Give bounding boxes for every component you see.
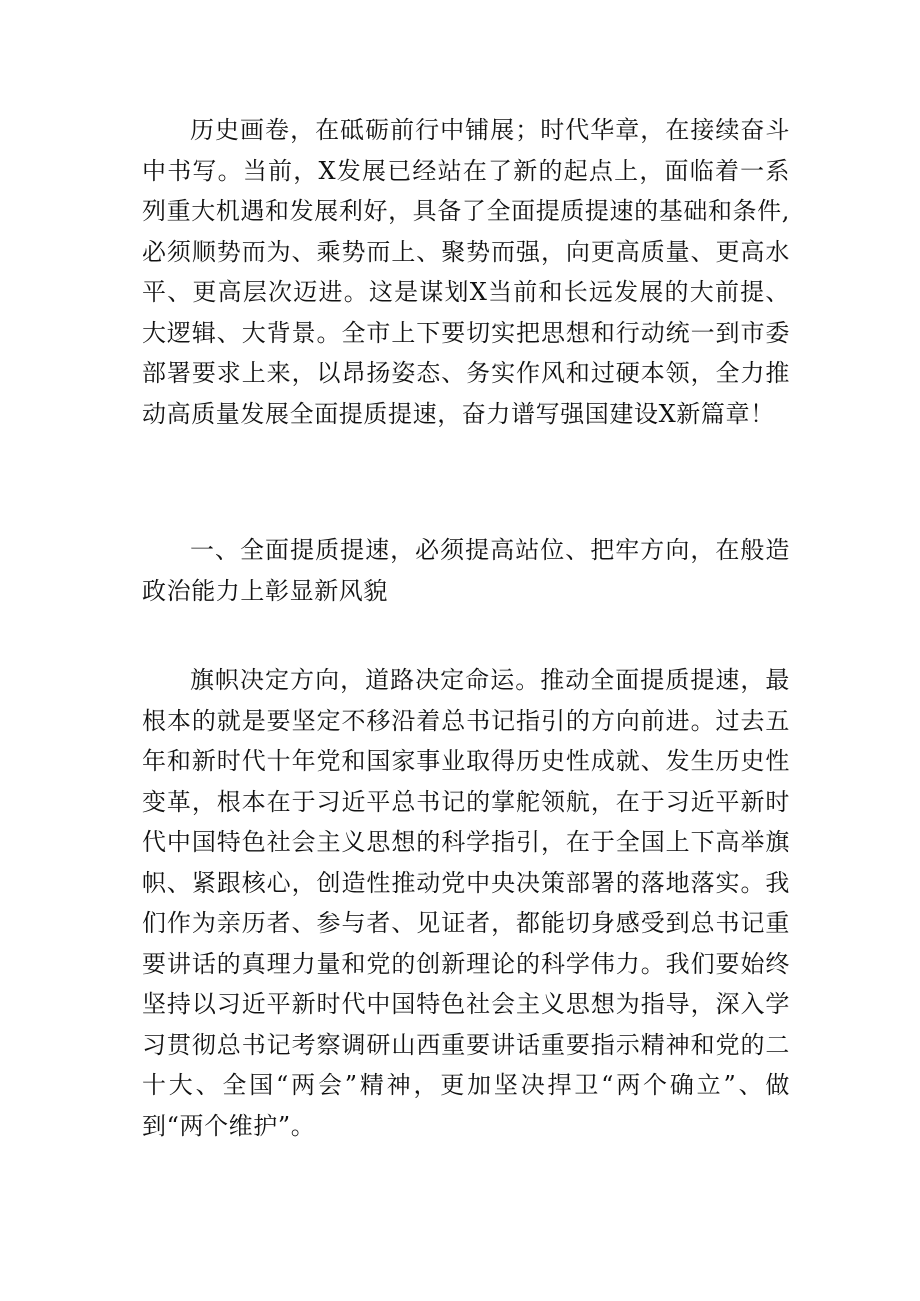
intro-paragraph: 历史画卷，在砥砺前行中铺展；时代华章，在接续奋斗中书写。当前，X发展已经站在了新的起点上，面临着一系列重大机遇和发展利好，具备了全面提质提速的基础和条件,必须顺势而为、乘势而上、聚势而强，向更高质量、更高水平、更高层次迈进。这是谋划X当前和长远发展的大前提、大逻辑、大背景。全市上下要切实把思想和行动统一到市委部署要求上来，以昂扬姿态、务实作风和过硬本领，全力推动高质量发展全面提质提速，奋力谱写强国建设X新篇章！ bbox=[142, 116, 790, 428]
section-paragraph: 旗帜决定方向，道路决定命运。推动全面提质提速，最根本的就是要坚定不移沿着总书记指引的方向前进。过去五年和新时代十年党和国家事业取得历史性成就、发生历史性变革，根本在于习近平总书记的掌舵领航，在于习近平新时代中国特色社会主义思想的科学指引，在于全国上下高举旗帜、紧跟核心，创造性推动党中央决策部署的落地落实。我们作为亲历者、参与者、见证者，都能切身感受到总书记重要讲话的真理力量和党的创新理论的科学伟力。我们要始终坚持以习近平新时代中国特色社会主义思想为指导，深入学习贯彻总书记考察调研山西重要讲话重要指示精神和党的二十大、全国“两会”精神，更加坚决捍卫“两个确立”、做到“两个维护”。 bbox=[142, 666, 790, 1140]
section-heading: 一、全面提质提速，必须提高站位、把牢方向，在般造政治能力上彰显新风貌 bbox=[142, 536, 790, 605]
